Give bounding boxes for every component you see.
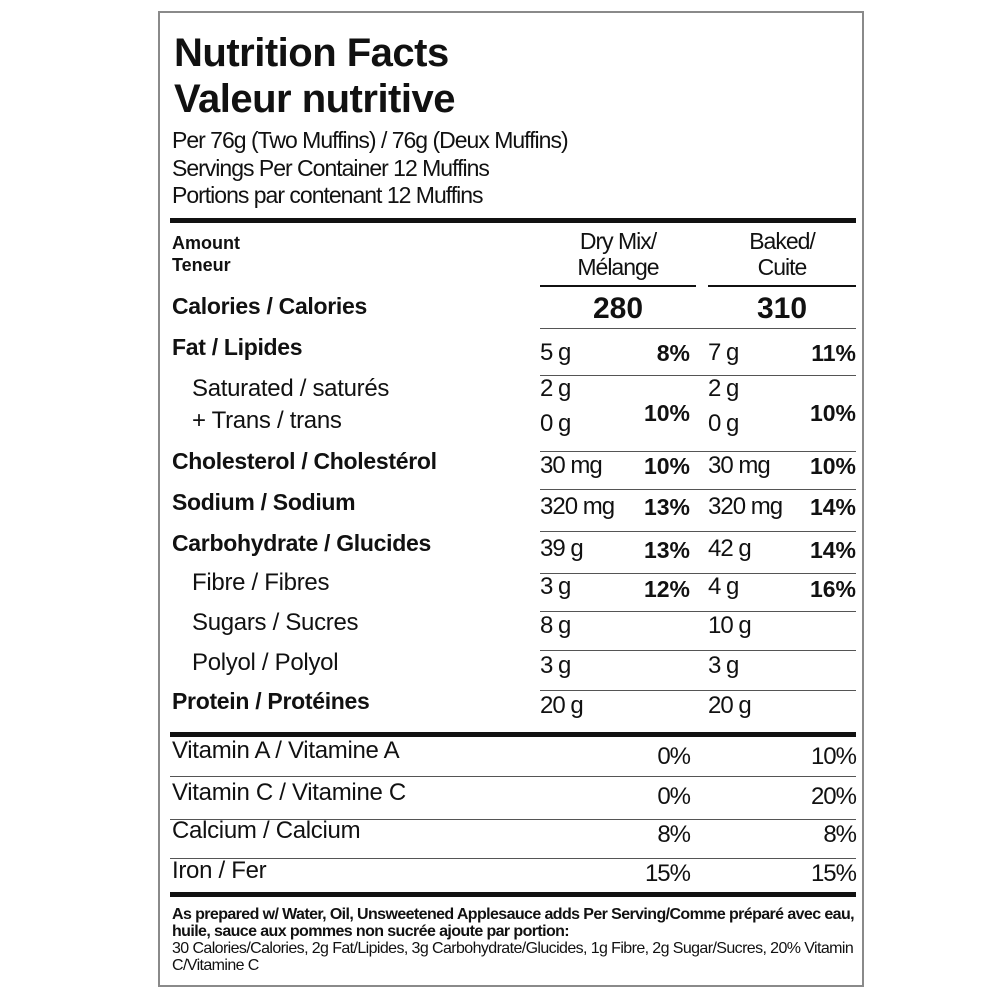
carbohydrate-label: Carbohydrate / Glucides xyxy=(172,530,431,556)
saturated-dry: 2 g xyxy=(540,375,571,402)
protein-dry: 20 g xyxy=(540,692,583,719)
vitamin-a-dry: 0% xyxy=(657,743,690,770)
amount-header: Amount xyxy=(172,233,240,253)
row-rule xyxy=(170,858,856,859)
calories-baked: 310 xyxy=(756,292,808,325)
serving-size: Per 76g (Two Muffins) / 76g (Deux Muffins) xyxy=(172,127,568,153)
polyol-baked: 3 g xyxy=(708,652,739,679)
footnote-text: 30 Calories/Calories, 2g Fat/Lipides, 3g Carbohydrate/Glucides, 1g Fibre, 2g Sugar/Sucres, 20% Vitamin C/Vitamine C xyxy=(172,940,854,974)
dry-mix-header-line1: Dry Mix/ xyxy=(579,228,657,254)
fibre-dry: 3 g xyxy=(540,573,571,600)
sugars-dry: 8 g xyxy=(540,612,571,639)
calories-dry: 280 xyxy=(592,292,644,325)
calcium-dry: 8% xyxy=(657,821,690,848)
fat-label: Fat / Lipides xyxy=(172,334,303,360)
trans-dry: 0 g xyxy=(540,410,571,437)
sat-trans-baked-pct: 10% xyxy=(809,400,856,426)
teneur-header: Teneur xyxy=(172,255,231,275)
vitamin-c-dry: 0% xyxy=(657,783,690,810)
row-rule xyxy=(540,489,856,490)
vitamin-c-baked: 20% xyxy=(810,783,856,810)
baked-col-rule xyxy=(708,285,856,287)
carbohydrate-dry-pct: 13% xyxy=(643,537,690,563)
trans-baked: 0 g xyxy=(708,410,739,437)
fibre-baked-pct: 16% xyxy=(809,576,856,602)
cholesterol-label: Cholesterol / Cholestérol xyxy=(172,448,437,474)
title-french: Valeur nutritive xyxy=(174,77,455,121)
iron-dry: 15% xyxy=(644,860,690,887)
nutrition-facts-panel xyxy=(158,11,864,987)
row-rule xyxy=(540,690,856,691)
row-rule xyxy=(540,611,856,612)
dry-col-rule xyxy=(540,285,696,287)
vitamin-a-label: Vitamin A / Vitamine A xyxy=(172,737,400,764)
cholesterol-dry-pct: 10% xyxy=(643,453,690,479)
saturated-label: Saturated / saturés xyxy=(192,375,390,402)
row-rule xyxy=(540,573,856,574)
vitamin-a-baked: 10% xyxy=(810,743,856,770)
sodium-baked: 320 mg xyxy=(708,493,783,520)
sodium-dry: 320 mg xyxy=(540,493,615,520)
calories-label: Calories / Calories xyxy=(172,293,367,319)
fibre-baked: 4 g xyxy=(708,573,739,600)
fat-dry: 5 g xyxy=(540,339,571,366)
fibre-dry-pct: 12% xyxy=(643,576,690,602)
title-english: Nutrition Facts xyxy=(174,31,449,75)
fat-dry-pct: 8% xyxy=(656,340,690,366)
carbohydrate-baked-pct: 14% xyxy=(809,537,856,563)
iron-baked: 15% xyxy=(810,860,856,887)
sugars-label: Sugars / Sucres xyxy=(192,609,359,636)
row-rule xyxy=(540,375,856,376)
sodium-label: Sodium / Sodium xyxy=(172,489,356,515)
vitamin-c-label: Vitamin C / Vitamine C xyxy=(172,779,406,806)
protein-baked: 20 g xyxy=(708,692,751,719)
calcium-label: Calcium / Calcium xyxy=(172,817,361,844)
fibre-label: Fibre / Fibres xyxy=(192,569,330,596)
footnote xyxy=(172,906,862,974)
row-rule xyxy=(540,650,856,651)
polyol-label: Polyol / Polyol xyxy=(192,649,339,676)
baked-header-line2: Cuite xyxy=(757,254,807,280)
saturated-baked: 2 g xyxy=(708,375,739,402)
trans-label: + Trans / trans xyxy=(192,407,342,434)
sodium-dry-pct: 13% xyxy=(643,494,690,520)
fat-baked-pct: 11% xyxy=(811,340,856,366)
row-rule xyxy=(540,328,856,329)
row-rule xyxy=(170,776,856,777)
calcium-baked: 8% xyxy=(823,821,856,848)
carbohydrate-baked: 42 g xyxy=(708,535,751,562)
protein-label: Protein / Protéines xyxy=(172,688,370,714)
dry-mix-header-line2: Mélange xyxy=(577,254,659,280)
cholesterol-dry: 30 mg xyxy=(540,452,602,479)
polyol-dry: 3 g xyxy=(540,652,571,679)
fat-baked: 7 g xyxy=(708,339,739,366)
sodium-baked-pct: 14% xyxy=(809,494,856,520)
carbohydrate-dry: 39 g xyxy=(540,535,583,562)
cholesterol-baked: 30 mg xyxy=(708,452,770,479)
thick-rule-bottom xyxy=(170,892,856,897)
sat-trans-dry-pct: 10% xyxy=(643,400,690,426)
servings-per-container: Servings Per Container 12 Muffins xyxy=(172,155,489,181)
sugars-baked: 10 g xyxy=(708,612,751,639)
portions-par-contenant: Portions par contenant 12 Muffins xyxy=(172,182,483,208)
thick-rule-top xyxy=(170,218,856,223)
row-rule xyxy=(540,531,856,532)
baked-header-line1: Baked/ xyxy=(749,228,815,254)
cholesterol-baked-pct: 10% xyxy=(809,453,856,479)
footnote-bold: As prepared w/ Water, Oil, Unsweetened Applesauce adds Per Serving/Comme préparé avec eau, huile, sauce aux pommes non sucrée ajoute par portion: xyxy=(172,906,854,940)
iron-label: Iron / Fer xyxy=(172,857,267,884)
